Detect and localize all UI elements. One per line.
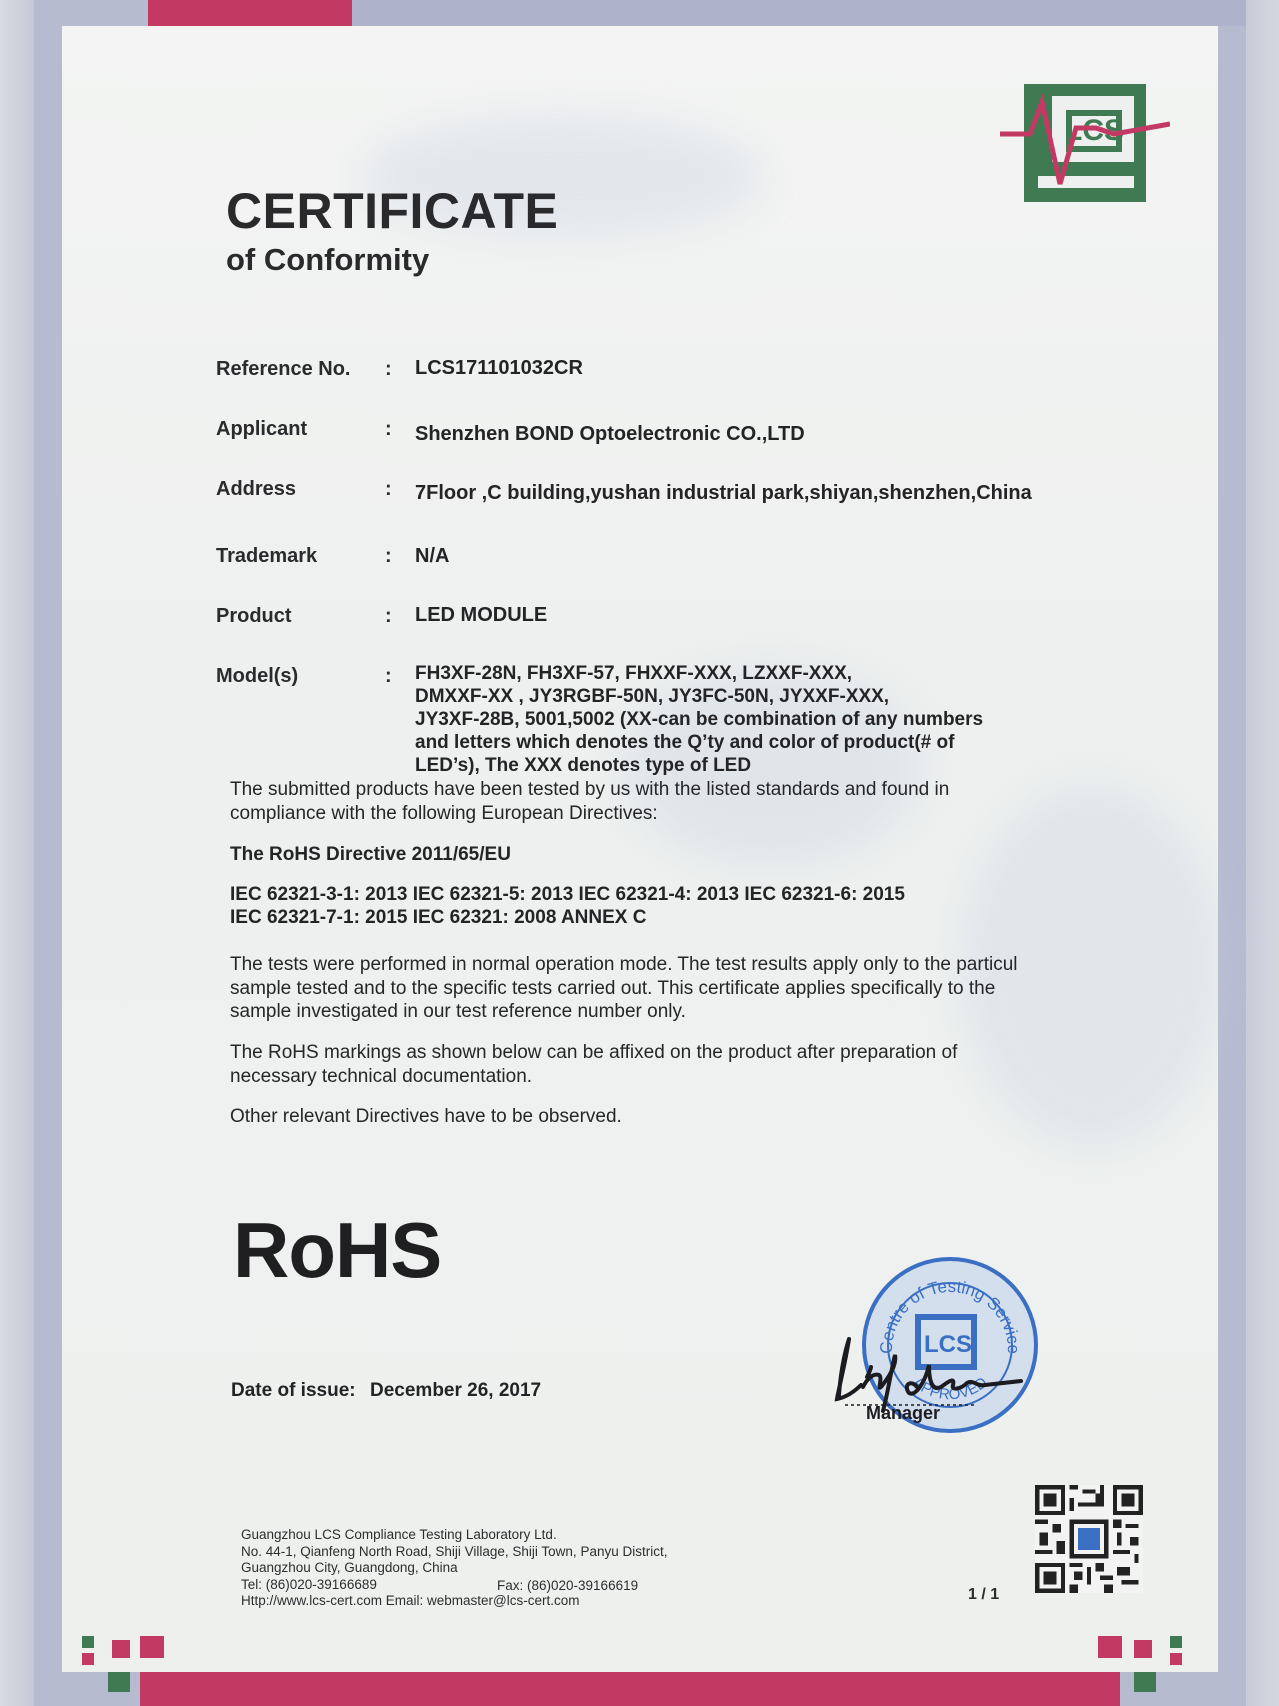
- logo-text: LCS: [1064, 114, 1124, 147]
- field-colon: :: [385, 665, 392, 687]
- corner-square: [1170, 1653, 1182, 1665]
- field-colon: :: [385, 545, 392, 567]
- footer-line: Tel: (86)020-39166689: [241, 1576, 377, 1592]
- product-label: Product: [216, 605, 292, 627]
- corner-square: [1098, 1636, 1122, 1658]
- applicant-value: Shenzhen BOND Optoelectronic CO.,LTD: [415, 423, 805, 445]
- models-line: DMXXF-XX , JY3RGBF-50N, JY3FC-50N, JYXXF-XXX,: [415, 686, 890, 707]
- models-line: LED’s), The XXX denotes type of LED: [415, 755, 752, 776]
- corner-square: [82, 1653, 94, 1665]
- applicant-label: Applicant: [216, 418, 308, 440]
- footer-line: Guangzhou LCS Compliance Testing Laboratory Ltd.: [241, 1527, 557, 1542]
- stamp-bottom-text: APPROVED: [909, 1373, 991, 1404]
- lab-contact: [241, 1527, 667, 1610]
- fax-number: Fax: (86)020-39166619: [497, 1578, 639, 1593]
- issue-date-value: December 26, 2017: [370, 1380, 542, 1401]
- corner-square: [140, 1636, 164, 1658]
- standards-line: IEC 62321-3-1: 2013 IEC 62321-5: 2013 IEC 62321-4: 2013 IEC 62321-6: 2015: [230, 884, 905, 905]
- corner-square: [1170, 1636, 1182, 1648]
- qr-code: [1033, 1485, 1145, 1593]
- corner-square: [1134, 1672, 1156, 1692]
- bottom-pink-bar: [140, 1672, 1120, 1706]
- signature: [825, 1325, 1045, 1415]
- corner-square: [82, 1636, 94, 1648]
- footer-line: Http://www.lcs-cert.com Email: webmaster@lcs-cert.com: [241, 1593, 580, 1608]
- models-label: Model(s): [216, 665, 299, 687]
- lcs-logo: [1000, 80, 1170, 210]
- standards-line: IEC 62321-7-1: 2015 IEC 62321: 2008 ANNEX C: [230, 907, 647, 928]
- tests-paragraph: The tests were performed in normal operation mode. The test results apply only to the particul sample tested and to the specific tests carried out. This certificate applies specifically to the sample investigated in our test reference number only.: [230, 954, 1018, 1022]
- reference-label: Reference No.: [216, 358, 351, 380]
- trademark-value: N/A: [415, 545, 450, 567]
- other-directives-paragraph: Other relevant Directives have to be observed.: [230, 1106, 622, 1127]
- corner-square: [1134, 1640, 1152, 1658]
- stamp-logo-text: LCS: [924, 1331, 972, 1358]
- models-line: and letters which denotes the Q’ty and color of product(# of: [415, 732, 955, 753]
- field-colon: :: [385, 605, 392, 627]
- address-value: 7Floor ,C building,yushan industrial park,shiyan,shenzhen,China: [415, 482, 1032, 504]
- intro-paragraph: The submitted products have been tested by us with the listed standards and found in compliance with the following European Directives:: [230, 779, 950, 824]
- top-pink-bar: [148, 0, 352, 26]
- stamp-top-text: Centre of Testing Service: [876, 1276, 1024, 1355]
- field-colon: :: [385, 478, 392, 500]
- address-label: Address: [216, 478, 297, 500]
- standards-list: [230, 883, 905, 929]
- certificate-subtitle: of Conformity: [226, 242, 430, 277]
- models-line: JY3XF-28B, 5001,5002 (XX-can be combination of any numbers: [415, 709, 984, 730]
- rohs-mark: RoHS: [233, 1206, 442, 1294]
- issue-date-label: Date of issue:: [231, 1380, 356, 1401]
- reference-value: LCS171101032CR: [415, 357, 583, 379]
- field-colon: :: [385, 358, 392, 380]
- manager-title: Manager: [866, 1403, 941, 1423]
- field-colon: :: [385, 418, 392, 440]
- certificate-title: CERTIFICATE: [226, 183, 559, 239]
- markings-paragraph: The RoHS markings as shown below can be affixed on the product after preparation of necessary technical documentation.: [230, 1042, 958, 1087]
- top-blue-bar: [352, 0, 1246, 26]
- models-line: FH3XF-28N, FH3XF-57, FHXXF-XXX, LZXXF-XXX,: [415, 663, 853, 684]
- product-value: LED MODULE: [415, 604, 548, 626]
- models-list: [415, 662, 1055, 777]
- page-number: 1 / 1: [968, 1586, 1000, 1603]
- footer-line: No. 44-1, Qianfeng North Road, Shiji Village, Shiji Town, Panyu District,: [241, 1543, 668, 1559]
- corner-square: [112, 1640, 130, 1658]
- directive-line: The RoHS Directive 2011/65/EU: [230, 844, 511, 865]
- footer-line: Guangzhou City, Guangdong, China: [241, 1560, 458, 1575]
- trademark-label: Trademark: [216, 545, 318, 567]
- corner-square: [108, 1672, 130, 1692]
